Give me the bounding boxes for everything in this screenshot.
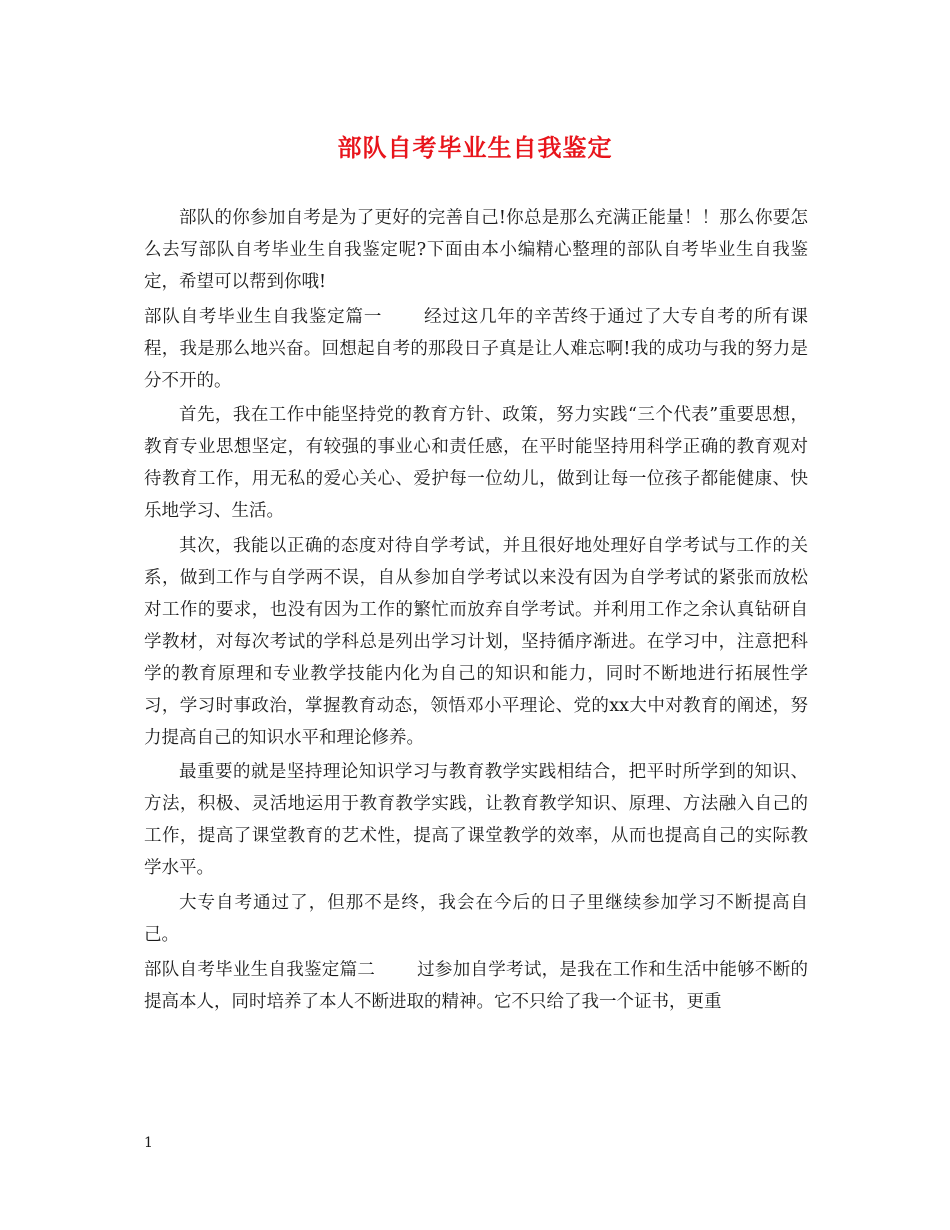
section-1-paragraph — [144, 301, 808, 397]
page-number: 1 — [144, 1135, 153, 1151]
section-1-lead: 经过这几年的辛苦终于通过了大专自考的所有课程，我是那么地兴奋。回想起自考的那段日子真是让人难忘啊!我的成功与我的努力是分不开的。 — [144, 306, 809, 391]
section-1-heading: 部队自考毕业生自我鉴定篇一 — [144, 306, 383, 327]
section-2-lead: 过参加自学考试，是我在工作和生活中能够不断的提高本人，同时培养了本人不断进取的精神。它不只给了我一个证书，更重 — [144, 959, 809, 1012]
document-body — [144, 202, 808, 1020]
section-2-paragraph — [144, 954, 808, 1018]
body-paragraph-3: 最重要的就是坚持理论知识学习与教育教学实践相结合，把平时所学到的知识、方法，积极、灵活地运用于教育教学实践，让教育教学知识、原理、方法融入自己的工作，提高了课堂教育的艺术性，提高了课堂教学的效率，从而也提高自己的实际教学水平。 — [144, 762, 808, 879]
body-paragraph-1: 首先，我在工作中能坚持党的教育方针、政策，努力实践“三个代表”重要思想，教育专业思想坚定，有较强的事业心和责任感，在平时能坚持用科学正确的教育观对待教育工作，用无私的爱心关心、爱护每一位幼儿，做到让每一位孩子都能健康、快乐地学习、生活。 — [144, 405, 808, 522]
document-title: 部队自考毕业生自我鉴定 — [337, 133, 613, 162]
intro-paragraph: 部队的你参加自考是为了更好的完善自己!你总是那么充满正能量！！那么你要怎么去写部队自考毕业生自我鉴定呢?下面由本小编精心整理的部队自考毕业生自我鉴定，希望可以帮到你哦! — [144, 208, 808, 292]
body-paragraph-4: 大专自考通过了，但那不是终，我会在今后的日子里继续参加学习不断提高自己。 — [144, 892, 808, 945]
body-paragraph-2: 其次，我能以正确的态度对待自学考试，并且很好地处理好自学考试与工作的关系，做到工作与自学两不误，自从参加自学考试以来没有因为自学考试的紧张而放松对工作的要求，也没有因为工作的繁忙而放弃自学考试。并利用工作之余认真钻研自学教材，对每次考试的学科总是列出学习计划，坚持循序渐进。在学习中，注意把科学的教育原理和专业教学技能内化为自己的知识和能力，同时不断地进行拓展性学习，学习时事政治，掌握教育动态，领悟邓小平理论、党的xx大中对教育的阐述，努力提高自己的知识水平和理论修养。 — [144, 535, 808, 748]
section-2-heading: 部队自考毕业生自我鉴定篇二 — [144, 959, 376, 980]
